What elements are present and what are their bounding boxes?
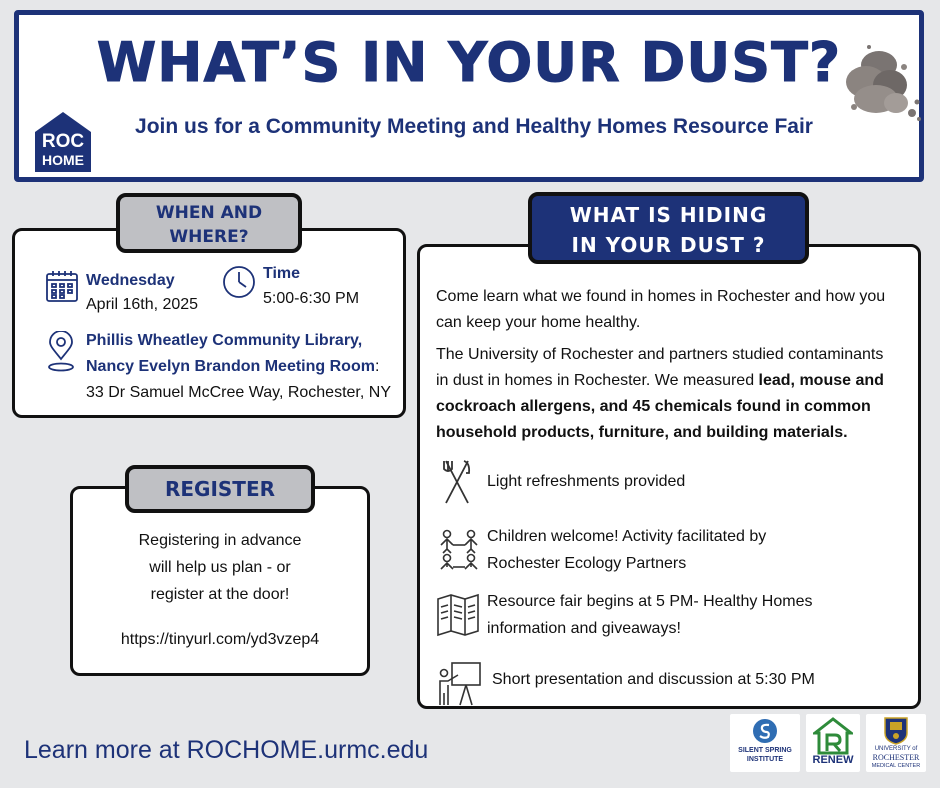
when-where-panel [12,228,406,418]
venue-colon: : [374,358,380,375]
register-line-1: Registering in advance [138,532,302,549]
logo-text-home: HOME [42,152,84,168]
register-line-3: register at the door! [150,586,290,603]
hiding-tab-line1: WHAT IS HIDING [569,203,768,227]
dust-cloud-icon [824,37,924,127]
hiding-tab [528,192,809,264]
register-panel [70,486,370,676]
hiding-tab-line2: IN YOUR DUST ? [571,233,766,257]
study-line-4: household products, furniture, and building materials. [436,424,848,441]
item-resource-fair-line-1: Resource fair begins at 5 PM- Healthy Homes [487,593,813,610]
when-tab-line2: WHERE? [169,227,249,247]
children-icon [437,527,481,576]
event-time: 5:00-6:30 PM [263,290,360,307]
venue-address: 33 Dr Samuel McCree Way, Rochester, NY [86,384,391,401]
calendar-icon [45,269,79,308]
venue-room-name: Nancy Evelyn Brandon Meeting Room [86,358,375,375]
brochure-icon [436,593,480,642]
logo-text-roc: ROC [41,131,85,152]
register-line-2: will help us plan - or [149,559,291,576]
ur-crest-icon [884,717,908,745]
intro-line-2: can keep your home healthy. [436,314,641,331]
when-tab-line1: WHEN AND [155,203,263,223]
event-day: Wednesday [86,272,175,289]
ur-line-2: ROCHESTER [872,753,920,762]
register-link[interactable]: https://tinyurl.com/yd3vzep4 [120,631,320,648]
renew-text: RENEW [812,754,854,766]
item-children-line-1: Children welcome! Activity facilitated by [487,528,767,545]
presentation-icon [436,661,482,712]
learn-more-link[interactable]: Learn more at ROCHOME.urmc.edu [24,736,429,764]
silent-spring-logo [730,714,800,772]
silent-spring-icon [752,718,778,744]
intro-line-1: Come learn what we found in homes in Rochester and how you [436,288,886,305]
hiding-panel [417,244,921,709]
item-children-line-2: Rochester Ecology Partners [487,555,687,572]
location-pin-icon [45,331,77,378]
item-resource-fair-line-2: information and giveaways! [487,620,681,637]
renew-house-icon [813,717,853,755]
venue-name: Phillis Wheatley Community Library, [86,332,363,349]
roc-home-logo [35,110,91,172]
time-label: Time [263,265,301,282]
when-where-tab [116,193,302,253]
silent-spring-line-1: SILENT SPRING [738,747,792,754]
page-title: WHAT’S IN YOUR DUST? [96,31,842,94]
study-line-2 [436,369,884,393]
study-line-3: cockroach allergens, and 45 chemicals found in common [436,398,871,415]
study-line-1: The University of Rochester and partners studied contaminants [436,346,884,363]
university-rochester-logo [866,714,926,772]
ur-line-1: UNIVERSITY of [874,746,918,752]
header-banner [14,10,924,182]
renew-logo [806,714,860,772]
item-presentation: Short presentation and discussion at 5:30 PM [492,671,815,688]
study-line-2-plain: in dust in homes in Rochester. We measured [436,372,759,389]
event-date: April 16th, 2025 [86,296,199,313]
register-tab: REGISTER [125,465,315,513]
fork-knife-icon [442,459,472,510]
clock-icon [222,265,256,304]
study-line-2-bold: lead, mouse and [758,372,884,389]
page-subtitle: Join us for a Community Meeting and Healthy Homes Resource Fair [135,115,813,138]
silent-spring-line-2: INSTITUTE [746,756,784,763]
venue-room [86,355,379,379]
item-refreshments: Light refreshments provided [487,473,686,490]
ur-line-3: MEDICAL CENTER [871,763,921,769]
